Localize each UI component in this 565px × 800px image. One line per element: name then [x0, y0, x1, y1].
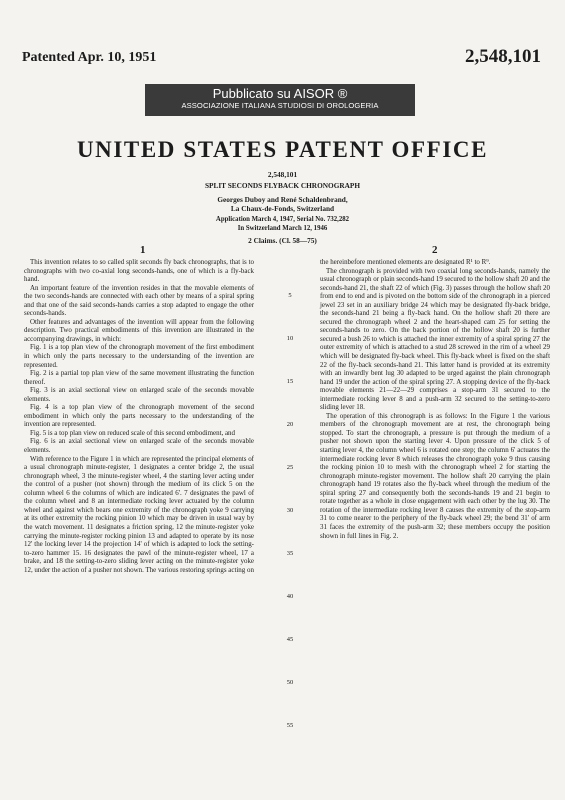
patent-title: SPLIT SECONDS FLYBACK CHRONOGRAPH [204, 181, 361, 190]
paragraph: Fig. 6 is an axial sectional view on enlarged scale of the seconds movable elements. [24, 437, 254, 455]
line-number: 50 [286, 679, 294, 686]
patent-number-small: 2,548,101 [267, 170, 298, 179]
application-line: Application March 4, 1947, Serial No. 732,282 [215, 216, 350, 223]
line-number: 20 [286, 421, 294, 428]
claims-line: 2 Claims. (Cl. 58—75) [248, 236, 317, 245]
office-heading: UNITED STATES PATENT OFFICE [76, 137, 489, 162]
priority-line: In Switzerland March 12, 1946 [237, 225, 328, 232]
line-number: 10 [286, 335, 294, 342]
patent-date: Patented Apr. 10, 1951 [22, 50, 157, 65]
line-number: 55 [286, 722, 294, 729]
paragraph: Fig. 4 is a top plan view of the chronograph movement of the second embodiment in which only the parts necessary to the understanding of the invention are represented. [24, 403, 254, 429]
line-number: 5 [288, 292, 292, 299]
paragraph: With reference to the Figure 1 in which are represented the principal elements of a usual chronograph minute-register, 1 designates a center bridge 2, the usual chronograph wheel, 3 the minute-register wheel, 4 the starting lever acting under the control of a pusher (not shown) through the medium of its click 5 on the column wheel 6 the columns of which are indicated 6'. 7 designates the pawl of the column wheel and 8 an intermediate rocking lever actuated by the column wheel and against which bears one extremity of the chronograph yoke 9 carrying at its other extremity the rocking pinion 10 which may be driven in usual way by the watch movement. 11 designates a friction spring, 12 the minute-register yoke carrying the minute-register rocking pinion 13 and adapted to operate by its nose 12' the locking lever 14 the projection 14' of which is adapted to lock the setting-to-zero hammer 15. 16 designates the pawl of the minute-register wheel, 17 a brake, and 18 the setting-to-zero sliding lever acting on the minute-register yoke 12, under the action of a pusher not shown. The various restoring springs acting on [24, 454, 254, 574]
paragraph: Other features and advantages of the invention will appear from the following description. Two practical embodiments of this invention are illustrated in the accompanying drawings, in which: [24, 317, 254, 343]
column-number-right: 2 [432, 244, 438, 256]
inventors: Georges Duboy and René Schaldenbrand, [217, 195, 348, 204]
left-column [24, 258, 254, 574]
line-number: 15 [286, 378, 294, 385]
paragraph: the hereinbefore mentioned elements are designated R¹ to R⁹. [320, 258, 491, 266]
paragraph: This invention relates to so called split seconds fly back chronographs, that is to chronographs with two co-axial long seconds-hands, one of which is a fly-back hand. [24, 258, 254, 284]
line-number: 40 [286, 593, 294, 600]
paragraph: The operation of this chronograph is as follows: In the Figure 1 the various members of the chronograph movement are at rest, the chronograph being stopped. To start the chronograph, a pressure is put through the medium of a pusher not shown upon the starting lever 4. Upon pressure of the click 5 of starting lever 4, the column wheel 6 is rotated one step; the column 6' actuates the intermediate rocking lever 8 which releases the chronograph yoke 9 thus causing the rocking pinion 10 to mesh with the chronograph wheel 2 for starting the chronograph minute-register movement. The hollow shaft 20 carrying the plain chronograph hand 19 rotates also the fly-back wheel through the medium of the spiral spring 27 and consequently both the seconds-hands 19 and 21 begin to rotate together as a whole in close engagement with each other by the lug 30. The rotation of the intermediate rocking lever 8 causes the extremity of the stop-arm 31 to come nearer to the periphery of the fly-back wheel 29; the bend 31' of arm 31 faces the extremity of the push-arm 32; these members occupy the position shown in full lines in Fig. 2. [320, 411, 550, 540]
publication-stamp [145, 84, 415, 116]
right-column [320, 258, 550, 540]
stamp-title: Pubblicato su AISOR ® [212, 86, 348, 101]
column-number-left: 1 [140, 244, 146, 256]
stamp-subtitle: ASSOCIAZIONE ITALIANA STUDIOSI DI OROLOGERIA [181, 101, 379, 110]
paragraph: An important feature of the invention resides in that the movable elements of the two seconds-hands are connected with each other by means of a spiral spring and that one of the said seconds-hands carries a stop adapted to engage the other seconds-hands. [24, 283, 254, 318]
paragraph: Fig. 1 is a top plan view of the chronograph movement of the first embodiment in which only the parts necessary to the understanding of the invention are represented. [24, 343, 254, 369]
line-number: 25 [286, 464, 294, 471]
paragraph: Fig. 2 is a partial top plan view of the same movement illustrating the function thereof. [24, 369, 254, 386]
paragraph: The chronograph is provided with two coaxial long seconds-hands, namely the usual chronograph or plain seconds-hand 19 secured to the hollow shaft 20 and the seconds-hand 21, the shaft 22 of which (Fig. 3) passes through the hollow shaft 20 from end to end and is pivoted on the bottom side of the chronograph in a pierced jewel 23 set in an auxiliary bridge 24 which may be designated fly-back bridge, the seconds-hand 21 being a fly-back hand. On the hollow shaft 20 there are secured the chronograph wheel 2 and the heart-shaped cam 25 for setting the seconds-hands to zero. On the back portion of the hollow shaft 20 is further secured a bush 26 to which is attached the inner extremity of a spiral spring 27 the outer extremity of which is attached to a stud 28 screwed in the rim of a wheel 29 which will be designated fly-back wheel. This fly-back wheel is fixed on the shaft 22 of the fly-back seconds-hand 21. This latter hand is provided at its extremity with an inwardly bent lug 30 adapted to be urged against the plain chronograph hand 19 under the action of the spiral spring 27. A stopping device of the fly-back movable elements 21—22—29 comprises a stop-arm 31 secured to the intermediate rocking lever 8 and a push-arm 32 secured to the setting-to-zero sliding lever 18. [320, 266, 550, 412]
line-number: 35 [286, 550, 294, 557]
inventor-location: La Chaux-de-Fonds, Switzerland [230, 204, 335, 213]
line-number: 30 [286, 507, 294, 514]
paragraph: Fig. 5 is a top plan view on reduced scale of this second embodiment, and [30, 428, 235, 437]
line-number: 45 [286, 636, 294, 643]
paragraph: Fig. 3 is an axial sectional view on enlarged scale of the seconds movable elements. [24, 386, 254, 403]
patent-number: 2,548,101 [465, 46, 541, 67]
